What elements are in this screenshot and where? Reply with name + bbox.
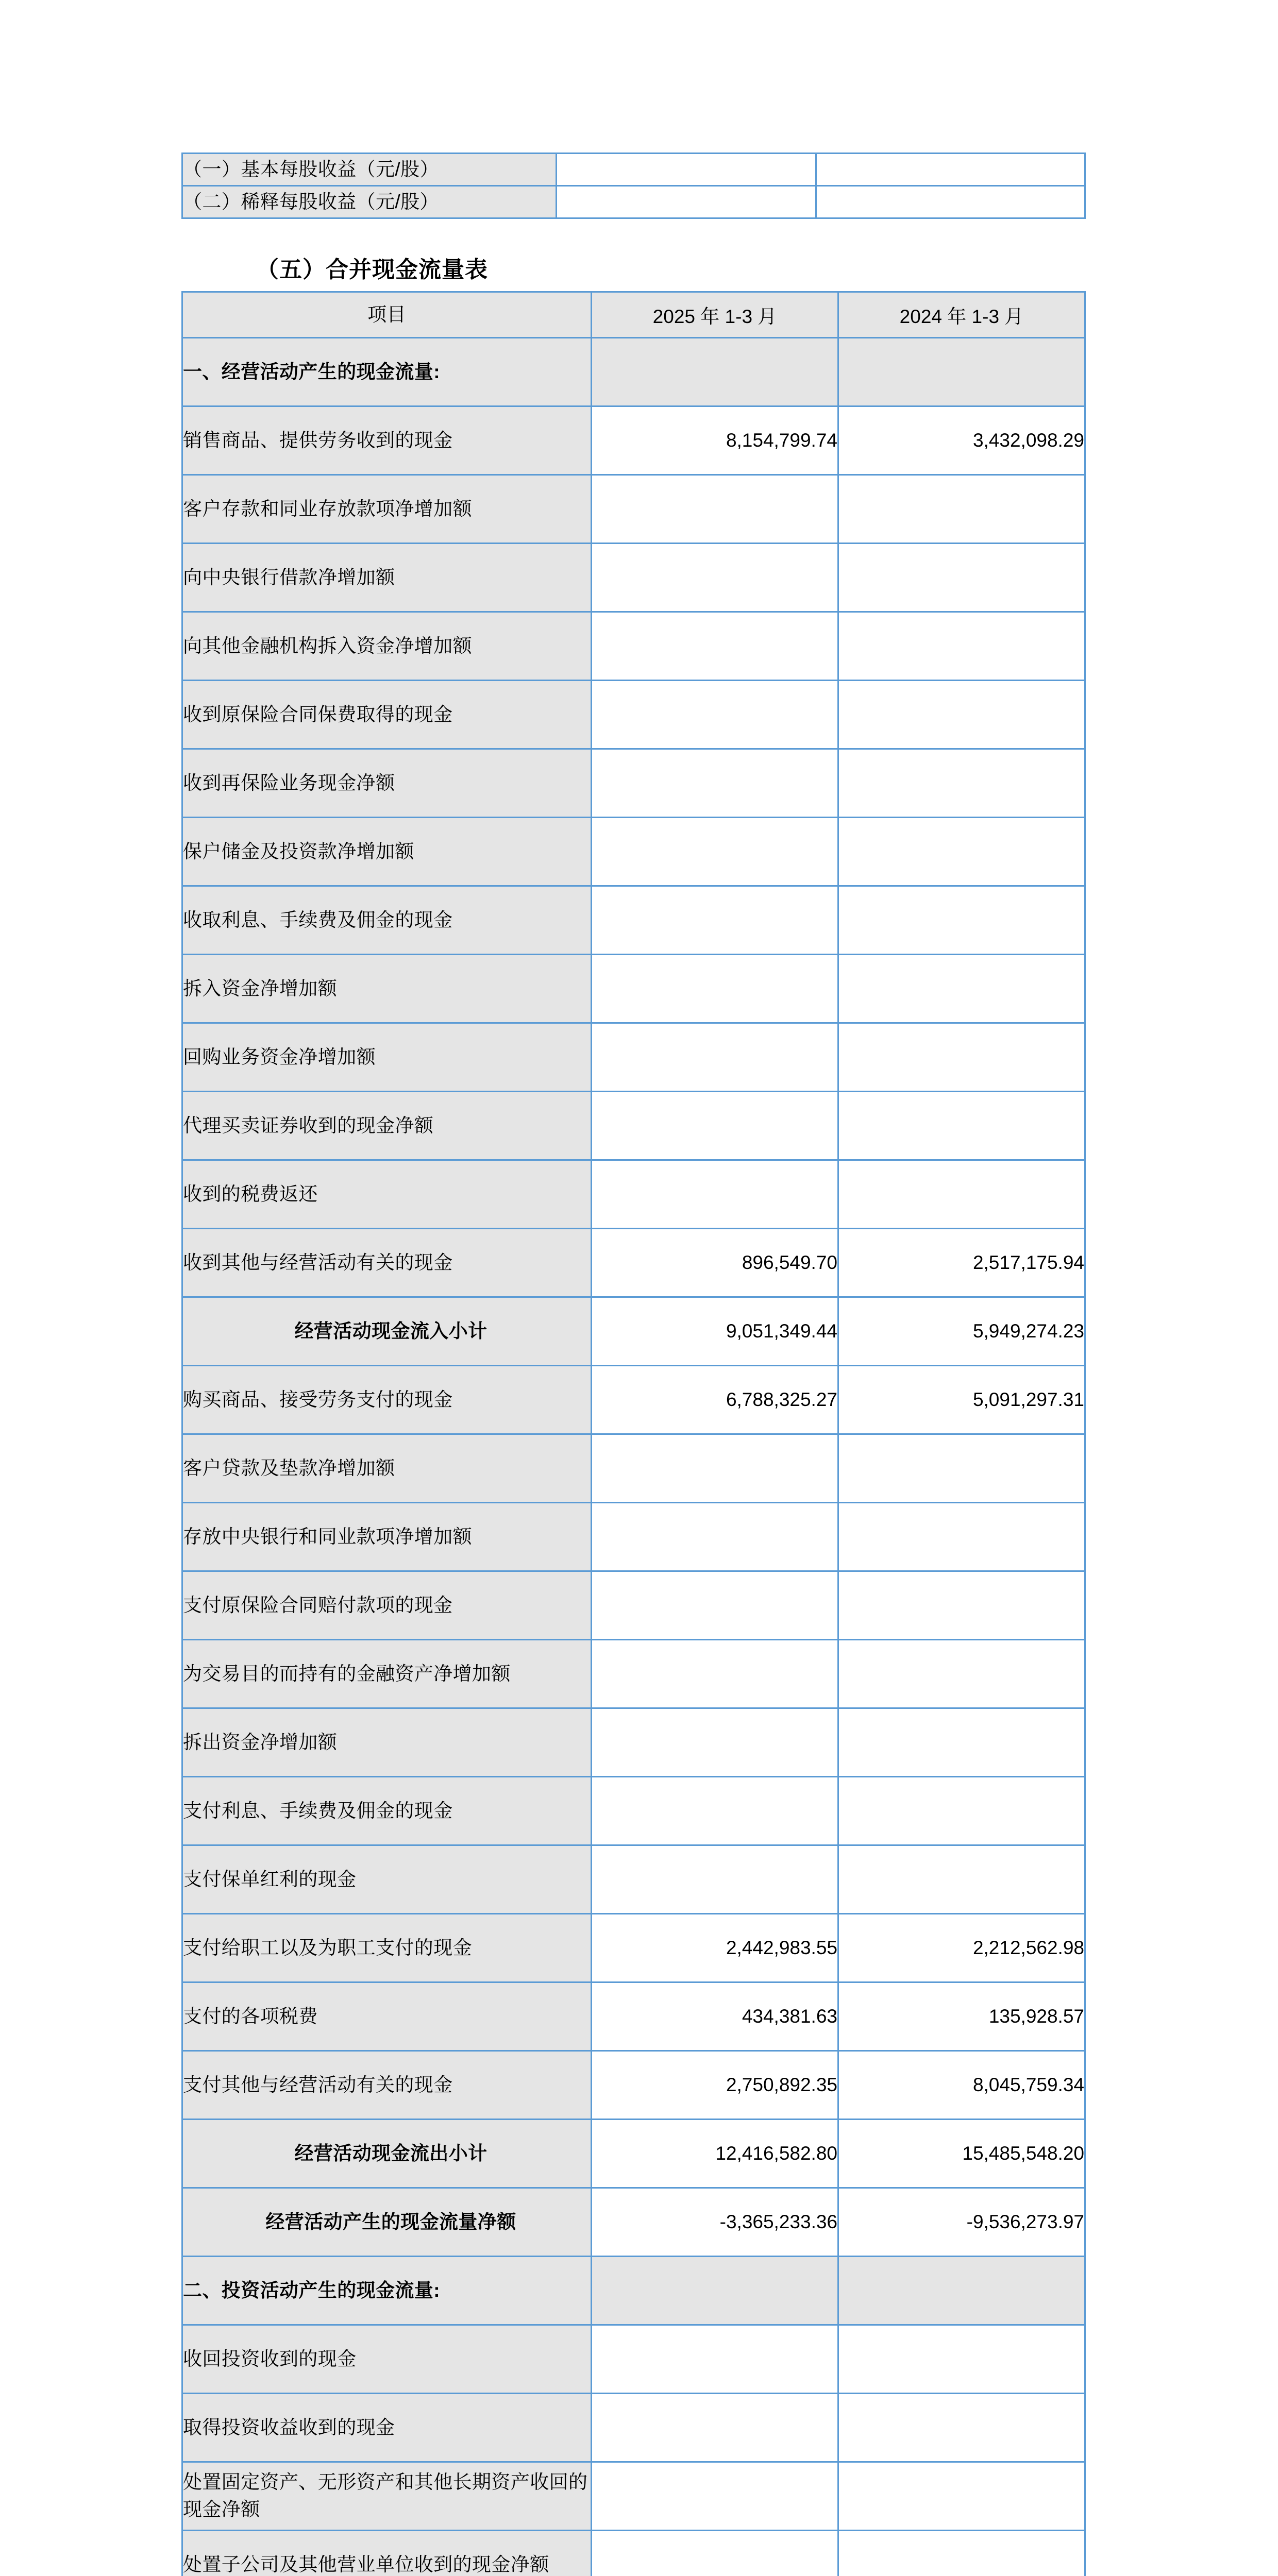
- row-label: 收到原保险合同保费取得的现金: [182, 681, 592, 749]
- row-value-2025: [592, 1160, 838, 1229]
- row-value-2024: 5,091,297.31: [838, 1366, 1085, 1434]
- row-value-2024: [838, 475, 1085, 544]
- row-value-2024: 8,045,759.34: [838, 2051, 1085, 2120]
- row-value-2024: -9,536,273.97: [838, 2188, 1085, 2257]
- table-row: [182, 1366, 1085, 1434]
- row-label: 客户存款和同业存放款项净增加额: [182, 475, 592, 544]
- row-value-2025: [592, 955, 838, 1023]
- table-row: [182, 1982, 1085, 2051]
- row-value-2025: [592, 1023, 838, 1092]
- table-row: [182, 186, 1085, 218]
- row-label: 支付保单红利的现金: [182, 1845, 592, 1914]
- row-label: 保户储金及投资款净增加额: [182, 818, 592, 886]
- section-header-label: 一、经营活动产生的现金流量:: [182, 338, 592, 406]
- row-value-2024: 2,517,175.94: [838, 1229, 1085, 1297]
- table-row: [182, 2120, 1085, 2188]
- row-value-2024: [838, 1845, 1085, 1914]
- row-value-2025: [592, 1777, 838, 1845]
- row-label: 收取利息、手续费及佣金的现金: [182, 886, 592, 955]
- table-row: [182, 1708, 1085, 1777]
- row-value-2024: [838, 818, 1085, 886]
- column-header-item: 项目: [182, 292, 592, 338]
- table-row: [182, 2394, 1085, 2462]
- row-label: 向中央银行借款净增加额: [182, 544, 592, 612]
- row-label: 收到再保险业务现金净额: [182, 749, 592, 818]
- row-value-2024: 2,212,562.98: [838, 1914, 1085, 1982]
- row-label: 拆出资金净增加额: [182, 1708, 592, 1777]
- table-row: [182, 1092, 1085, 1160]
- row-value-2025: 9,051,349.44: [592, 1297, 838, 1366]
- row-value-2025: [592, 612, 838, 681]
- row-label: 购买商品、接受劳务支付的现金: [182, 1366, 592, 1434]
- subtotal-label: 经营活动现金流出小计: [182, 2120, 592, 2188]
- row-label: 支付利息、手续费及佣金的现金: [182, 1777, 592, 1845]
- row-label: 为交易目的而持有的金融资产净增加额: [182, 1640, 592, 1708]
- row-value-2025: [592, 1708, 838, 1777]
- row-value-2025: [557, 186, 816, 218]
- row-value-2025: [592, 1845, 838, 1914]
- table-row: [182, 2257, 1085, 2325]
- row-value-2025: [592, 2394, 838, 2462]
- row-value-2025: [592, 749, 838, 818]
- row-value-2025: [592, 338, 838, 406]
- table-row: [182, 1160, 1085, 1229]
- row-value-2024: 135,928.57: [838, 1982, 1085, 2051]
- row-value-2024: [838, 1160, 1085, 1229]
- row-label: 拆入资金净增加额: [182, 955, 592, 1023]
- table-row: [182, 749, 1085, 818]
- table-row: [182, 1503, 1085, 1571]
- table-row: [182, 544, 1085, 612]
- row-value-2024: 15,485,548.20: [838, 2120, 1085, 2188]
- table-row: [182, 2462, 1085, 2531]
- subtotal-label: 经营活动产生的现金流量净额: [182, 2188, 592, 2257]
- row-value-2024: [838, 544, 1085, 612]
- row-value-2025: [592, 544, 838, 612]
- row-label: 支付原保险合同赔付款项的现金: [182, 1571, 592, 1640]
- row-label: 收到其他与经营活动有关的现金: [182, 1229, 592, 1297]
- row-value-2024: [838, 1503, 1085, 1571]
- table-row: [182, 2188, 1085, 2257]
- table-row: [182, 1229, 1085, 1297]
- row-value-2024: [838, 1708, 1085, 1777]
- table-row: [182, 612, 1085, 681]
- row-value-2024: [838, 612, 1085, 681]
- row-label: 收回投资收到的现金: [182, 2325, 592, 2394]
- row-label: 向其他金融机构拆入资金净增加额: [182, 612, 592, 681]
- row-label: 回购业务资金净增加额: [182, 1023, 592, 1092]
- row-value-2024: [838, 1777, 1085, 1845]
- row-value-2025: 6,788,325.27: [592, 1366, 838, 1434]
- eps-table: [181, 152, 1086, 219]
- row-value-2024: [838, 1092, 1085, 1160]
- row-value-2025: [592, 475, 838, 544]
- row-value-2025: [592, 1640, 838, 1708]
- row-label: 支付其他与经营活动有关的现金: [182, 2051, 592, 2120]
- row-label: （一）基本每股收益（元/股）: [182, 154, 557, 186]
- row-value-2024: [838, 338, 1085, 406]
- row-value-2025: [592, 681, 838, 749]
- table-row: [182, 2325, 1085, 2394]
- row-value-2024: [838, 2325, 1085, 2394]
- row-value-2024: [838, 1571, 1085, 1640]
- cash-flow-table-body: [182, 292, 1085, 2576]
- eps-table-body: [182, 154, 1085, 218]
- row-value-2025: [592, 1503, 838, 1571]
- row-value-2025: [592, 2257, 838, 2325]
- row-value-2025: 2,750,892.35: [592, 2051, 838, 2120]
- row-value-2025: [557, 154, 816, 186]
- table-header-row: [182, 292, 1085, 338]
- row-value-2025: [592, 1434, 838, 1503]
- cash-flow-statement-table: [181, 291, 1086, 2576]
- row-value-2024: [838, 2257, 1085, 2325]
- row-value-2025: 896,549.70: [592, 1229, 838, 1297]
- row-label: （二）稀释每股收益（元/股）: [182, 186, 557, 218]
- subtotal-label: 经营活动现金流入小计: [182, 1297, 592, 1366]
- row-value-2025: [592, 2325, 838, 2394]
- row-value-2024: [838, 886, 1085, 955]
- table-row: [182, 1777, 1085, 1845]
- table-row: [182, 2531, 1085, 2576]
- table-row: [182, 1023, 1085, 1092]
- table-row: [182, 818, 1085, 886]
- row-value-2025: [592, 818, 838, 886]
- row-value-2024: [838, 2462, 1085, 2531]
- row-label: 取得投资收益收到的现金: [182, 2394, 592, 2462]
- row-value-2024: [816, 186, 1085, 218]
- row-value-2025: 2,442,983.55: [592, 1914, 838, 1982]
- row-value-2024: [816, 154, 1085, 186]
- row-value-2025: [592, 886, 838, 955]
- table-row: [182, 475, 1085, 544]
- row-value-2024: [838, 2531, 1085, 2576]
- table-row: [182, 1914, 1085, 1982]
- row-label: 处置子公司及其他营业单位收到的现金净额: [182, 2531, 592, 2576]
- row-label: 代理买卖证券收到的现金净额: [182, 1092, 592, 1160]
- row-label: 客户贷款及垫款净增加额: [182, 1434, 592, 1503]
- row-value-2024: [838, 2394, 1085, 2462]
- row-value-2024: 5,949,274.23: [838, 1297, 1085, 1366]
- row-value-2025: [592, 1571, 838, 1640]
- row-label: 收到的税费返还: [182, 1160, 592, 1229]
- table-row: [182, 886, 1085, 955]
- table-row: [182, 1571, 1085, 1640]
- row-label: 存放中央银行和同业款项净增加额: [182, 1503, 592, 1571]
- table-row: [182, 955, 1085, 1023]
- column-header-2024: 2024 年 1-3 月: [838, 292, 1085, 338]
- table-row: [182, 1297, 1085, 1366]
- row-label: 支付给职工以及为职工支付的现金: [182, 1914, 592, 1982]
- table-row: [182, 1640, 1085, 1708]
- page-title: （五）合并现金流量表: [256, 251, 488, 284]
- row-value-2024: [838, 1023, 1085, 1092]
- row-value-2024: 3,432,098.29: [838, 406, 1085, 475]
- row-value-2024: [838, 1640, 1085, 1708]
- row-value-2025: -3,365,233.36: [592, 2188, 838, 2257]
- table-row: [182, 338, 1085, 406]
- row-value-2024: [838, 1434, 1085, 1503]
- row-value-2025: [592, 1092, 838, 1160]
- table-row: [182, 154, 1085, 186]
- table-row: [182, 681, 1085, 749]
- row-label: 支付的各项税费: [182, 1982, 592, 2051]
- column-header-2025: 2025 年 1-3 月: [592, 292, 838, 338]
- table-row: [182, 1434, 1085, 1503]
- section-header-label: 二、投资活动产生的现金流量:: [182, 2257, 592, 2325]
- row-value-2025: 8,154,799.74: [592, 406, 838, 475]
- table-row: [182, 2051, 1085, 2120]
- row-value-2024: [838, 955, 1085, 1023]
- row-value-2025: [592, 2531, 838, 2576]
- row-value-2025: 434,381.63: [592, 1982, 838, 2051]
- row-value-2024: [838, 749, 1085, 818]
- table-row: [182, 1845, 1085, 1914]
- row-label: 销售商品、提供劳务收到的现金: [182, 406, 592, 475]
- row-value-2024: [838, 681, 1085, 749]
- table-row: [182, 406, 1085, 475]
- row-label: 处置固定资产、无形资产和其他长期资产收回的现金净额: [182, 2462, 592, 2531]
- row-value-2025: [592, 2462, 838, 2531]
- row-value-2025: 12,416,582.80: [592, 2120, 838, 2188]
